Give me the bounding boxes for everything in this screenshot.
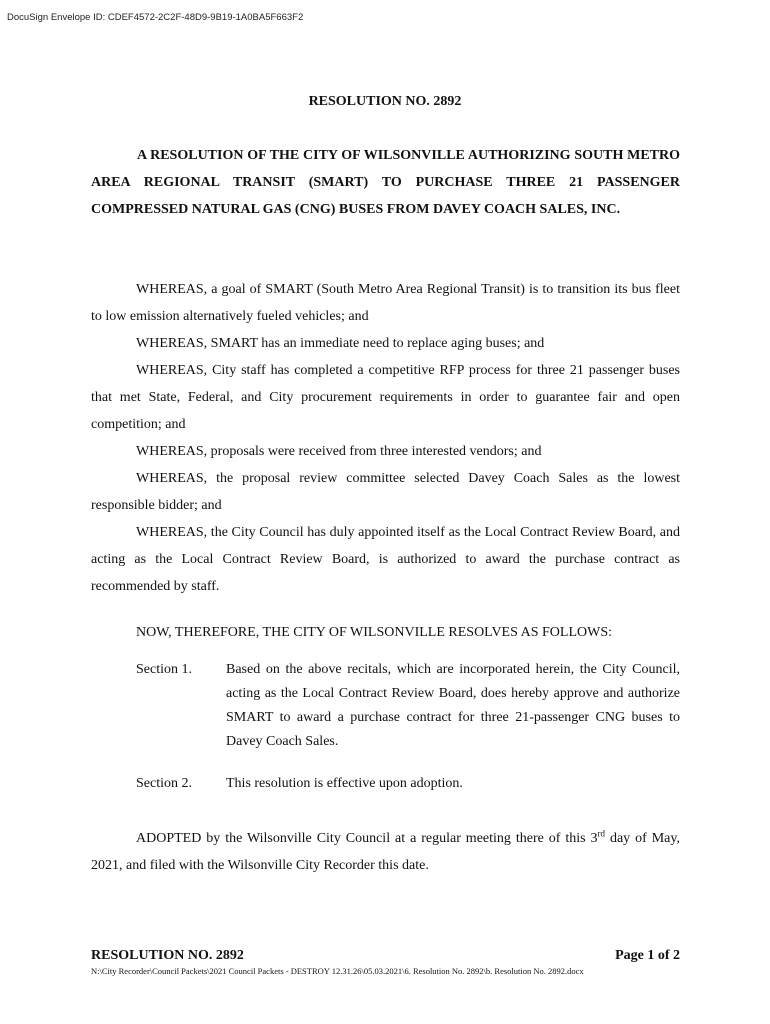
whereas-clauses [91, 276, 680, 600]
footer-resolution-number: RESOLUTION NO. 2892 [91, 948, 244, 963]
adopted-text-end: day of May, 2021, and filed with the Wilsonville City Recorder this date. [91, 831, 680, 873]
ordinal-suffix: rd [597, 828, 606, 839]
whereas-clause: WHEREAS, a goal of SMART (South Metro Area Regional Transit) is to transition its bus fleet to low emission alternatively fueled vehicles; and [91, 282, 680, 324]
section-text: Based on the above recitals, which are incorporated herein, the City Council, acting as the Local Contract Review Board, does hereby approve and authorize SMART to award a purchase contract for three 21-passenger CNG buses to Davey Coach Sales. [226, 662, 680, 749]
whereas-clause: WHEREAS, SMART has an immediate need to replace aging buses; and [136, 336, 545, 351]
now-therefore-clause: NOW, THEREFORE, THE CITY OF WILSONVILLE RESOLVES AS FOLLOWS: [136, 625, 613, 640]
section-text: This resolution is effective upon adoption. [226, 776, 463, 791]
section-label: Section 2. [136, 776, 192, 791]
whereas-clause: WHEREAS, City staff has completed a competitive RFP process for three 21 passenger buses that met State, Federal, and City procurement requirements in order to guarantee fair and open competition; and [91, 363, 680, 432]
section-label: Section 1. [136, 662, 192, 677]
whereas-clause: WHEREAS, the proposal review committee selected Davey Coach Sales as the lowest responsible bidder; and [91, 471, 680, 513]
docusign-envelope-id: DocuSign Envelope ID: CDEF4572-2C2F-48D9-9B19-1A0BA5F663F2 [7, 12, 304, 23]
adopted-text-start: ADOPTED by the Wilsonville City Council at a regular meeting there of this 3 [136, 831, 598, 846]
footer-file-path: N:\City Recorder\Council Packets\2021 Council Packets - DESTROY 12.31.26\05.03.2021\6. Resolution No. 2892\b. Resolution No. 2892.docx [91, 966, 584, 976]
page-number: Page 1 of 2 [615, 948, 680, 963]
whereas-clause: WHEREAS, the City Council has duly appointed itself as the Local Contract Review Board, and acting as the Local Contract Review Board, is authorized to award the purchase contract as recommended by staff. [91, 525, 680, 594]
adopted-statement [91, 825, 680, 879]
whereas-clause: WHEREAS, proposals were received from three interested vendors; and [136, 444, 542, 459]
page-title: RESOLUTION NO. 2892 [308, 94, 462, 109]
resolution-heading: A RESOLUTION OF THE CITY OF WILSONVILLE AUTHORIZING SOUTH METRO AREA REGIONAL TRANSIT (SMART) TO PURCHASE THREE 21 PASSENGER COMPRESSED NATURAL GAS (CNG) BUSES FROM DAVEY COACH SALES, INC. [91, 148, 680, 217]
